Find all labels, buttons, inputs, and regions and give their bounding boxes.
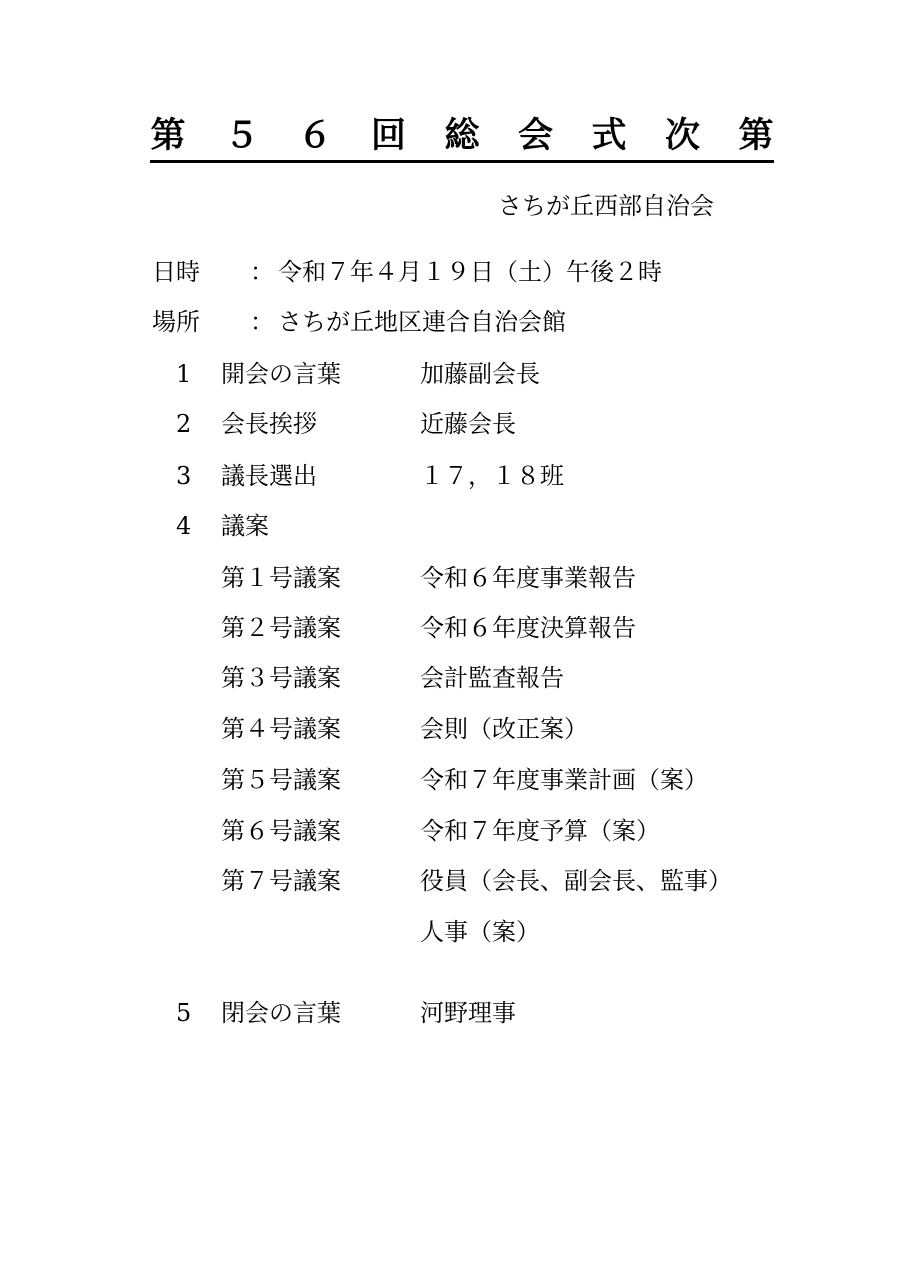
title-char: 次: [664, 115, 700, 156]
agenda-value: 令和６年度事業報告: [420, 564, 636, 592]
agenda-item: [0, 912, 905, 952]
title-char: 回: [370, 115, 406, 156]
agenda-item: [0, 608, 905, 648]
agenda-value: 加藤副会長: [420, 360, 540, 388]
title-char: ６: [297, 115, 333, 156]
agenda-label: 議長選出: [221, 462, 317, 490]
agenda-label: 閉会の言葉: [221, 999, 341, 1027]
title-char: 第: [738, 115, 774, 156]
agenda-value: 令和７年度予算（案）: [420, 817, 660, 845]
place-value: さちが丘地区連合自治会館: [278, 308, 566, 336]
agenda-number: 2: [176, 410, 192, 438]
agenda-value: 会則（改正案）: [420, 715, 588, 743]
title-char: 第: [150, 115, 186, 156]
agenda-label: 第５号議案: [221, 766, 341, 794]
agenda-value: 人事（案）: [420, 918, 540, 946]
title-char: 式: [591, 115, 627, 156]
place-colon: ：: [250, 308, 274, 336]
agenda-label: 第３号議案: [221, 664, 341, 692]
agenda-label: 第２号議案: [221, 614, 341, 642]
agenda-value: 会計監査報告: [420, 664, 564, 692]
agenda-number: 4: [176, 512, 192, 540]
agenda-value: 河野理事: [420, 999, 516, 1027]
agenda-number: 1: [176, 360, 192, 388]
agenda-value: 令和６年度決算報告: [420, 614, 636, 642]
agenda-number: 5: [176, 999, 192, 1027]
page-title: [150, 112, 774, 163]
datetime-label: 日時: [152, 258, 200, 286]
agenda-value: １７，１８班: [420, 462, 564, 490]
agenda-item: [0, 658, 905, 698]
agenda-item: [0, 354, 905, 394]
datetime-colon: ：: [250, 258, 274, 286]
agenda-item: [0, 709, 905, 749]
agenda-label: 第７号議案: [221, 867, 341, 895]
agenda-label: 第６号議案: [221, 817, 341, 845]
agenda-number: 3: [176, 462, 192, 490]
title-char: ５: [223, 115, 259, 156]
agenda-item: [0, 760, 905, 800]
agenda-item: [0, 811, 905, 851]
agenda-value: 令和７年度事業計画（案）: [420, 766, 708, 794]
agenda-label: 会長挨拶: [221, 410, 317, 438]
agenda-item: [0, 558, 905, 598]
agenda-value: 役員（会長、副会長、監事）: [420, 867, 732, 895]
agenda-item: [0, 404, 905, 444]
title-char: 総: [444, 115, 480, 156]
agenda-item: [0, 456, 905, 496]
agenda-label: 議案: [221, 512, 269, 540]
agenda-label: 開会の言葉: [221, 360, 341, 388]
agenda-label: 第４号議案: [221, 715, 341, 743]
agenda-value: 近藤会長: [420, 410, 516, 438]
place-label: 場所: [152, 308, 200, 336]
datetime-value: 令和７年４月１９日（土）午後２時: [278, 258, 662, 286]
agenda-label: 第１号議案: [221, 564, 341, 592]
agenda-item: [0, 506, 905, 546]
organization-name: さちが丘西部自治会: [498, 192, 714, 220]
title-char: 会: [517, 115, 553, 156]
agenda-item: [0, 993, 905, 1033]
agenda-item: [0, 861, 905, 901]
